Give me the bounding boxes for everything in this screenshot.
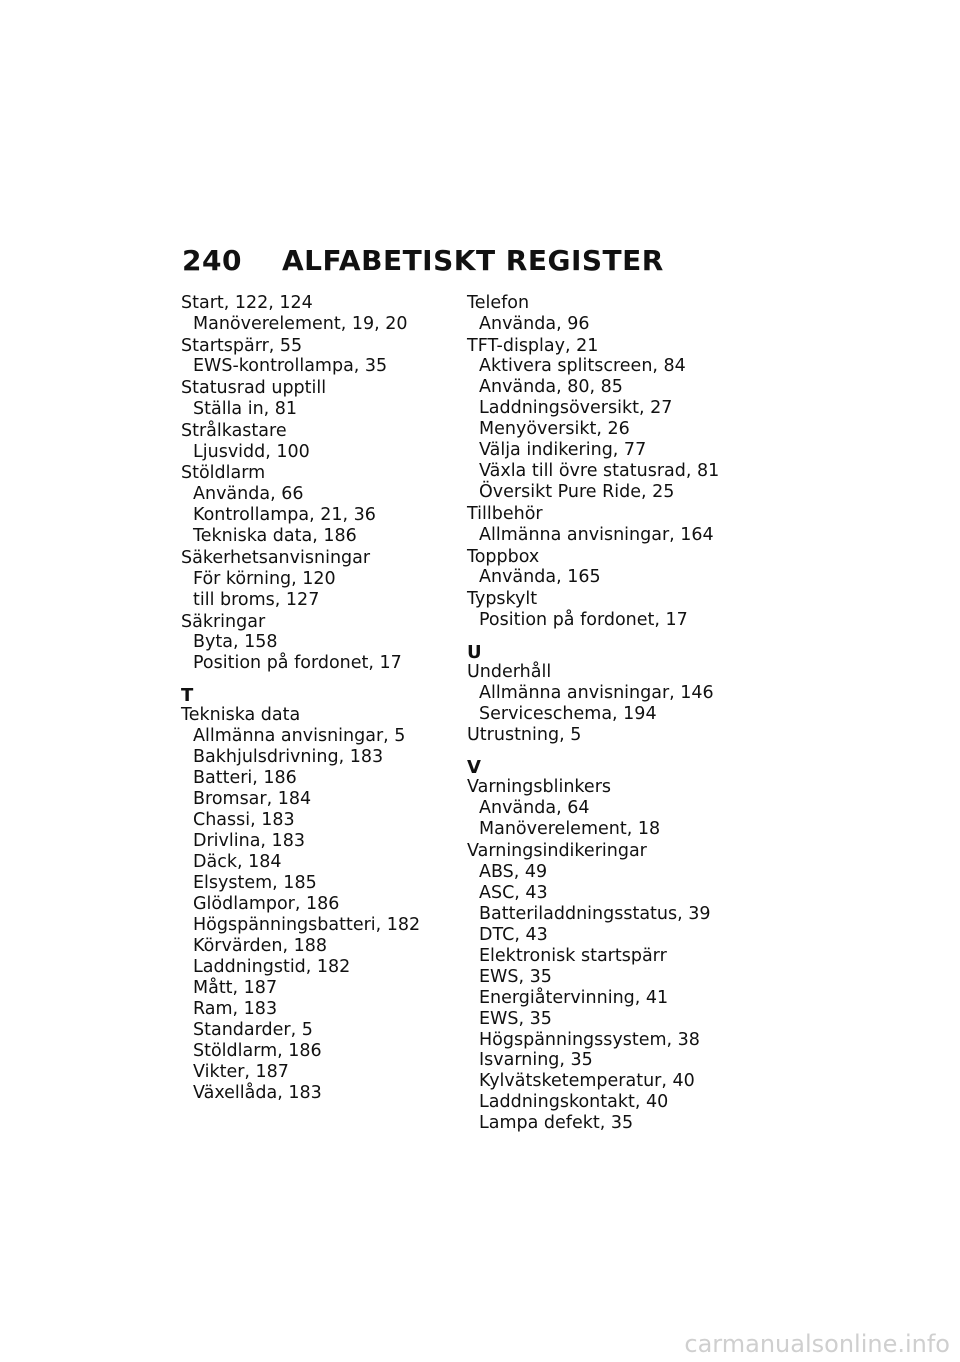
index-subentry: Serviceschema, 194	[479, 703, 657, 724]
index-subentry: Kontrollampa, 21, 36	[193, 505, 376, 526]
index-subentry: Elektronisk startspärr	[479, 945, 667, 966]
index-subentry: Laddningstid, 182	[193, 956, 351, 977]
index-subentry: till broms, 127	[193, 589, 320, 610]
section-letter: U	[467, 641, 482, 663]
page-title: ALFABETISKT REGISTER	[282, 244, 664, 277]
index-subentry: Använda, 66	[193, 484, 304, 505]
index-entry	[467, 504, 767, 546]
index-subentry: EWS, 35	[479, 1008, 552, 1029]
watermark-text: carmanualsonline.info	[684, 1330, 950, 1358]
index-entry	[467, 293, 767, 335]
index-entry	[467, 841, 767, 1134]
index-entry	[181, 612, 461, 675]
index-subentry: Använda, 64	[479, 798, 590, 819]
index-subentry: Lampa defekt, 35	[479, 1113, 634, 1134]
index-subentry: ABS, 49	[479, 861, 548, 882]
index-entry	[467, 725, 767, 746]
index-subentry: Högspänningssystem, 38	[479, 1029, 700, 1050]
index-subentry: Ram, 183	[193, 998, 278, 1019]
index-term: Start, 122, 124	[181, 293, 313, 313]
index-term: Säkerhetsanvisningar	[181, 547, 371, 568]
index-subentry: Standarder, 5	[193, 1019, 313, 1040]
index-term: Strålkastare	[181, 420, 287, 441]
index-subentry: Högspänningsbatteri, 182	[193, 914, 421, 935]
page-number: 240	[182, 244, 242, 277]
index-subentry: Byta, 158	[193, 632, 278, 653]
index-subentry: Allmänna anvisningar, 146	[479, 682, 714, 703]
index-subentry: Välja indikering, 77	[479, 440, 647, 461]
index-subentry: Ljusvidd, 100	[193, 441, 310, 462]
index-subentry: Allmänna anvisningar, 164	[479, 524, 714, 545]
index-subentry: ASC, 43	[479, 882, 548, 903]
index-subentry: Elsystem, 185	[193, 872, 317, 893]
index-entry	[467, 547, 767, 589]
index-term: Utrustning, 5	[467, 725, 582, 746]
index-subentry: Chassi, 183	[193, 809, 295, 830]
index-entry	[181, 293, 461, 335]
index-term: Startspärr, 55	[181, 335, 303, 356]
section-letter: T	[181, 685, 194, 707]
index-subentry: Vikter, 187	[193, 1061, 289, 1082]
index-entry	[467, 777, 767, 840]
index-term: Stöldlarm	[181, 463, 266, 484]
index-term: Varningsindikeringar	[467, 840, 647, 861]
index-subentry: Växellåda, 183	[193, 1082, 322, 1103]
index-term: TFT-display, 21	[467, 335, 599, 356]
index-subentry: EWS-kontrollampa, 35	[193, 356, 388, 377]
index-subentry: Manöverelement, 18	[479, 819, 661, 840]
index-entry	[181, 421, 461, 463]
index-subentry: Ställa in, 81	[193, 398, 298, 419]
index-subentry: Laddningskontakt, 40	[479, 1092, 669, 1113]
index-entry	[181, 463, 461, 547]
index-entry	[467, 336, 767, 504]
index-subentry: Däck, 184	[193, 851, 282, 872]
index-subentry: Använda, 80, 85	[479, 377, 623, 398]
index-term: Varningsblinkers	[467, 777, 612, 798]
index-term: Säkringar	[181, 611, 266, 632]
index-subentry: Använda, 96	[479, 313, 590, 334]
index-subentry: Bromsar, 184	[193, 788, 312, 809]
index-column-right	[467, 293, 767, 1134]
index-subentry: Manöverelement, 19, 20	[193, 313, 408, 334]
index-term: Statusrad upptill	[181, 378, 327, 399]
index-entry	[181, 548, 461, 611]
index-term: Tekniska data	[181, 705, 301, 726]
page-header	[182, 244, 664, 277]
index-subentry: Drivlina, 183	[193, 830, 305, 851]
index-subentry: Allmänna anvisningar, 5	[193, 725, 406, 746]
index-entry	[181, 705, 461, 1103]
index-subentry: Menyöversikt, 26	[479, 419, 630, 440]
index-entry	[181, 336, 461, 378]
index-subentry: Körvärden, 188	[193, 935, 327, 956]
index-subentry: Batteriladdningsstatus, 39	[479, 903, 711, 924]
index-column-left	[181, 293, 461, 1104]
index-subentry: För körning, 120	[193, 568, 336, 589]
index-term: Underhåll	[467, 661, 552, 682]
index-term: Tillbehör	[467, 504, 543, 525]
index-term: Telefon	[467, 293, 530, 313]
index-subentry: Mått, 187	[193, 977, 278, 998]
index-entry	[467, 589, 767, 631]
index-subentry: Aktivera splitscreen, 84	[479, 356, 686, 377]
index-subentry: Stöldlarm, 186	[193, 1040, 322, 1061]
index-subentry: EWS, 35	[479, 966, 552, 987]
index-subentry: Använda, 165	[479, 567, 601, 588]
index-entry	[467, 662, 767, 725]
index-subentry: Bakhjulsdrivning, 183	[193, 746, 384, 767]
index-entry	[181, 378, 461, 420]
index-subentry: Glödlampor, 186	[193, 893, 340, 914]
index-subentry: Position på fordonet, 17	[193, 653, 402, 674]
index-subentry: Energiåtervinning, 41	[479, 987, 669, 1008]
index-subentry: DTC, 43	[479, 924, 548, 945]
section-letter: V	[467, 757, 481, 779]
index-subentry: Batteri, 186	[193, 767, 297, 788]
index-term: Typskylt	[467, 589, 538, 610]
index-subentry: Position på fordonet, 17	[479, 610, 688, 631]
index-term: Toppbox	[467, 546, 540, 567]
index-subentry: Laddningsöversikt, 27	[479, 398, 673, 419]
index-subentry: Växla till övre statusrad, 81	[479, 461, 720, 482]
index-subentry: Tekniska data, 186	[193, 526, 357, 547]
index-subentry: Isvarning, 35	[479, 1050, 593, 1071]
index-subentry: Kylvätsketemperatur, 40	[479, 1071, 695, 1092]
index-subentry: Översikt Pure Ride, 25	[479, 482, 675, 503]
